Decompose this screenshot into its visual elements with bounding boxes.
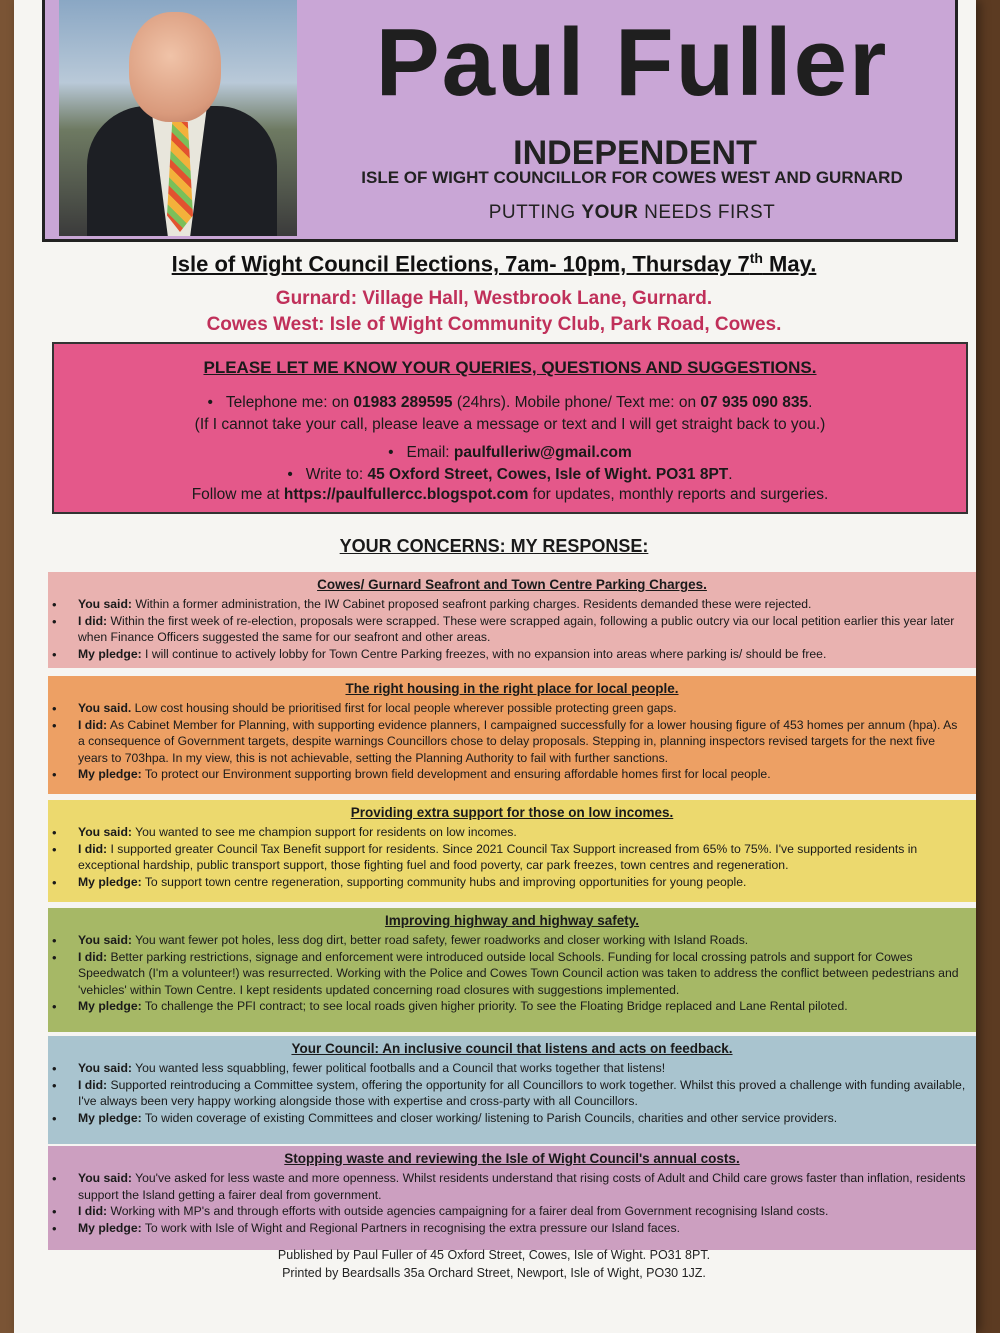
contact-blog: Follow me at https://paulfullercc.blogspot.com for updates, monthly reports and surgeries. (191, 486, 829, 503)
slogan: PUTTING YOUR NEEDS FIRST (488, 202, 776, 223)
contact-email: • Email: paulfulleriw@gmail.com (388, 444, 632, 461)
blog-link[interactable]: https://paulfullercc.blogspot.com (283, 486, 529, 503)
i-did-item: • I did: Within the first week of re-election, proposals were scrapped. These were scrapped again, following a public outcry via our local petition earlier this year later when Finance Officers suggested the same for our seafront and other areas. (74, 613, 966, 646)
candidate-name: Paul Fuller (375, 9, 889, 116)
i-did-item: • I did: Better parking restrictions, signage and enforcement were introduced outside local Schools. Funding for local crossing patrols and support for Cowes Speedwatch (I'm a volunteer!) was resurrected. Working with the Police and Cowes Town Council action was taken to address the conflict between pedestrians and 'vehicles' within Town Centre. I kept residents updated concerning road closures with suggestions implemented. (74, 949, 966, 998)
contact-telephone: • Telephone me: on 01983 289595 (24hrs). Mobile phone/ Text me: on 07 935 090 835. (207, 394, 813, 411)
header-banner (42, 0, 958, 242)
section-title: Improving highway and highway safety. (384, 913, 640, 928)
election-flyer (14, 0, 976, 1333)
mobile-number[interactable]: 07 935 090 835 (700, 394, 809, 411)
you-said-item: • You said: You wanted less squabbling, fewer political footballs and a Council that works together that listens! (74, 1060, 966, 1076)
telephone-number[interactable]: 01983 289595 (353, 394, 453, 411)
postal-address: 45 Oxford Street, Cowes, Isle of Wight. PO31 8PT (367, 466, 729, 483)
callback-note: (If I cannot take your call, please leave a message or text and I will get straight back to you.) (194, 416, 826, 433)
you-said-item: • You said. Low cost housing should be prioritised first for local people wherever possible protecting green gaps. (74, 700, 966, 716)
you-said-item: • You said: You've asked for less waste and more openness. Whilst residents understand that rising costs of Adult and Child care grows faster than inflation, residents support the Island getting a fairer deal from government. (74, 1170, 966, 1203)
party-label: INDEPENDENT (513, 134, 757, 172)
printed-by: Printed by Beardsalls 35a Orchard Street, Newport, Isle of Wight, PO30 1JZ. (282, 1266, 706, 1280)
section-parking (48, 572, 976, 668)
contact-box (52, 342, 968, 514)
contact-title: PLEASE LET ME KNOW YOUR QUERIES, QUESTIONS AND SUGGESTIONS. (203, 358, 817, 377)
my-pledge-item: • My pledge: To work with Isle of Wight and Regional Partners in recognising the extra pressure our Island faces. (74, 1220, 966, 1236)
section-title: Providing extra support for those on low incomes. (350, 805, 674, 820)
section-title: The right housing in the right place for local people. (345, 681, 679, 696)
venue-gurnard: Gurnard: Village Hall, Westbrook Lane, Gurnard. (275, 288, 713, 309)
section-stopping-waste (48, 1146, 976, 1250)
my-pledge-item: • My pledge: To support town centre regeneration, supporting community hubs and improving opportunities for young people. (74, 874, 966, 890)
my-pledge-item: • My pledge: To challenge the PFI contract; to see local roads given higher priority. To see the Floating Bridge replaced and Lane Rental piloted. (74, 998, 966, 1014)
venue-cowes-west: Cowes West: Isle of Wight Community Club, Park Road, Cowes. (206, 314, 782, 335)
i-did-item: • I did: I supported greater Council Tax Benefit support for residents. Since 2021 Council Tax Support increased from 65% to 75%. I've supported residents in exceptional hardship, public transport support, those fighting fuel and food poverty, car park freezes, town centres and regeneration. (74, 841, 966, 874)
published-by: Published by Paul Fuller of 45 Oxford Street, Cowes, Isle of Wight. PO31 8PT. (277, 1248, 711, 1262)
role-label: ISLE OF WIGHT COUNCILLOR FOR COWES WEST AND GURNARD (361, 168, 903, 187)
you-said-item: • You said: Within a former administration, the IW Cabinet proposed seafront parking charges. Residents demanded these were rejected. (74, 596, 966, 612)
section-inclusive-council (48, 1036, 976, 1144)
i-did-item: • I did: Supported reintroducing a Committee system, offering the opportunity for all Councillors to work together. Whilst this proved a challenge with funding available, I've always been very happy working alongside those with expertise and cross-party with all Councillors. (74, 1077, 966, 1110)
my-pledge-item: • My pledge: To protect our Environment supporting brown field development and ensuring affordable homes first for local people. (74, 766, 966, 782)
section-title: Cowes/ Gurnard Seafront and Town Centre Parking Charges. (317, 577, 707, 592)
section-title: Your Council: An inclusive council that listens and acts on feedback. (291, 1041, 733, 1056)
candidate-photo (59, 0, 297, 236)
you-said-item: • You said: You wanted to see me champion support for residents on low incomes. (74, 824, 966, 840)
i-did-item: • I did: As Cabinet Member for Planning, with supporting evidence planners, I campaigned successfully for a lower housing figure of 453 homes per annum (hpa). As a consequence of Government targets, despite warnings Councillors chose to delay proposals. Stepping in, planning inspectors revised targets for the next five years to 703hpa. In my view, this is not achievable, setting the Planning Authority to fail with further sanctions. (74, 717, 966, 766)
photo-face (129, 12, 221, 122)
email-address[interactable]: paulfulleriw@gmail.com (453, 444, 632, 461)
you-said-item: • You said: You want fewer pot holes, less dog dirt, better road safety, fewer roadworks and closer working with Island Roads. (74, 932, 966, 948)
section-housing (48, 676, 976, 794)
my-pledge-item: • My pledge: I will continue to actively lobby for Town Centre Parking freezes, with no expansion into areas where parking is/ should be free. (74, 646, 966, 662)
election-date-heading: Isle of Wight Council Elections, 7am- 10pm, Thursday 7th May. (171, 250, 817, 277)
contact-address: • Write to: 45 Oxford Street, Cowes, Isle of Wight. PO31 8PT. (287, 466, 733, 483)
concerns-heading: YOUR CONCERNS: MY RESPONSE: (339, 536, 649, 556)
section-highway-safety (48, 908, 976, 1032)
section-low-incomes (48, 800, 976, 902)
i-did-item: • I did: Working with MP's and through efforts with outside agencies campaigning for a fairer deal from Government recognising Island costs. (74, 1203, 966, 1219)
section-title: Stopping waste and reviewing the Isle of Wight Council's annual costs. (284, 1151, 740, 1166)
my-pledge-item: • My pledge: To widen coverage of existing Committees and closer working/ listening to Parish Councils, charities and other service providers. (74, 1110, 966, 1126)
